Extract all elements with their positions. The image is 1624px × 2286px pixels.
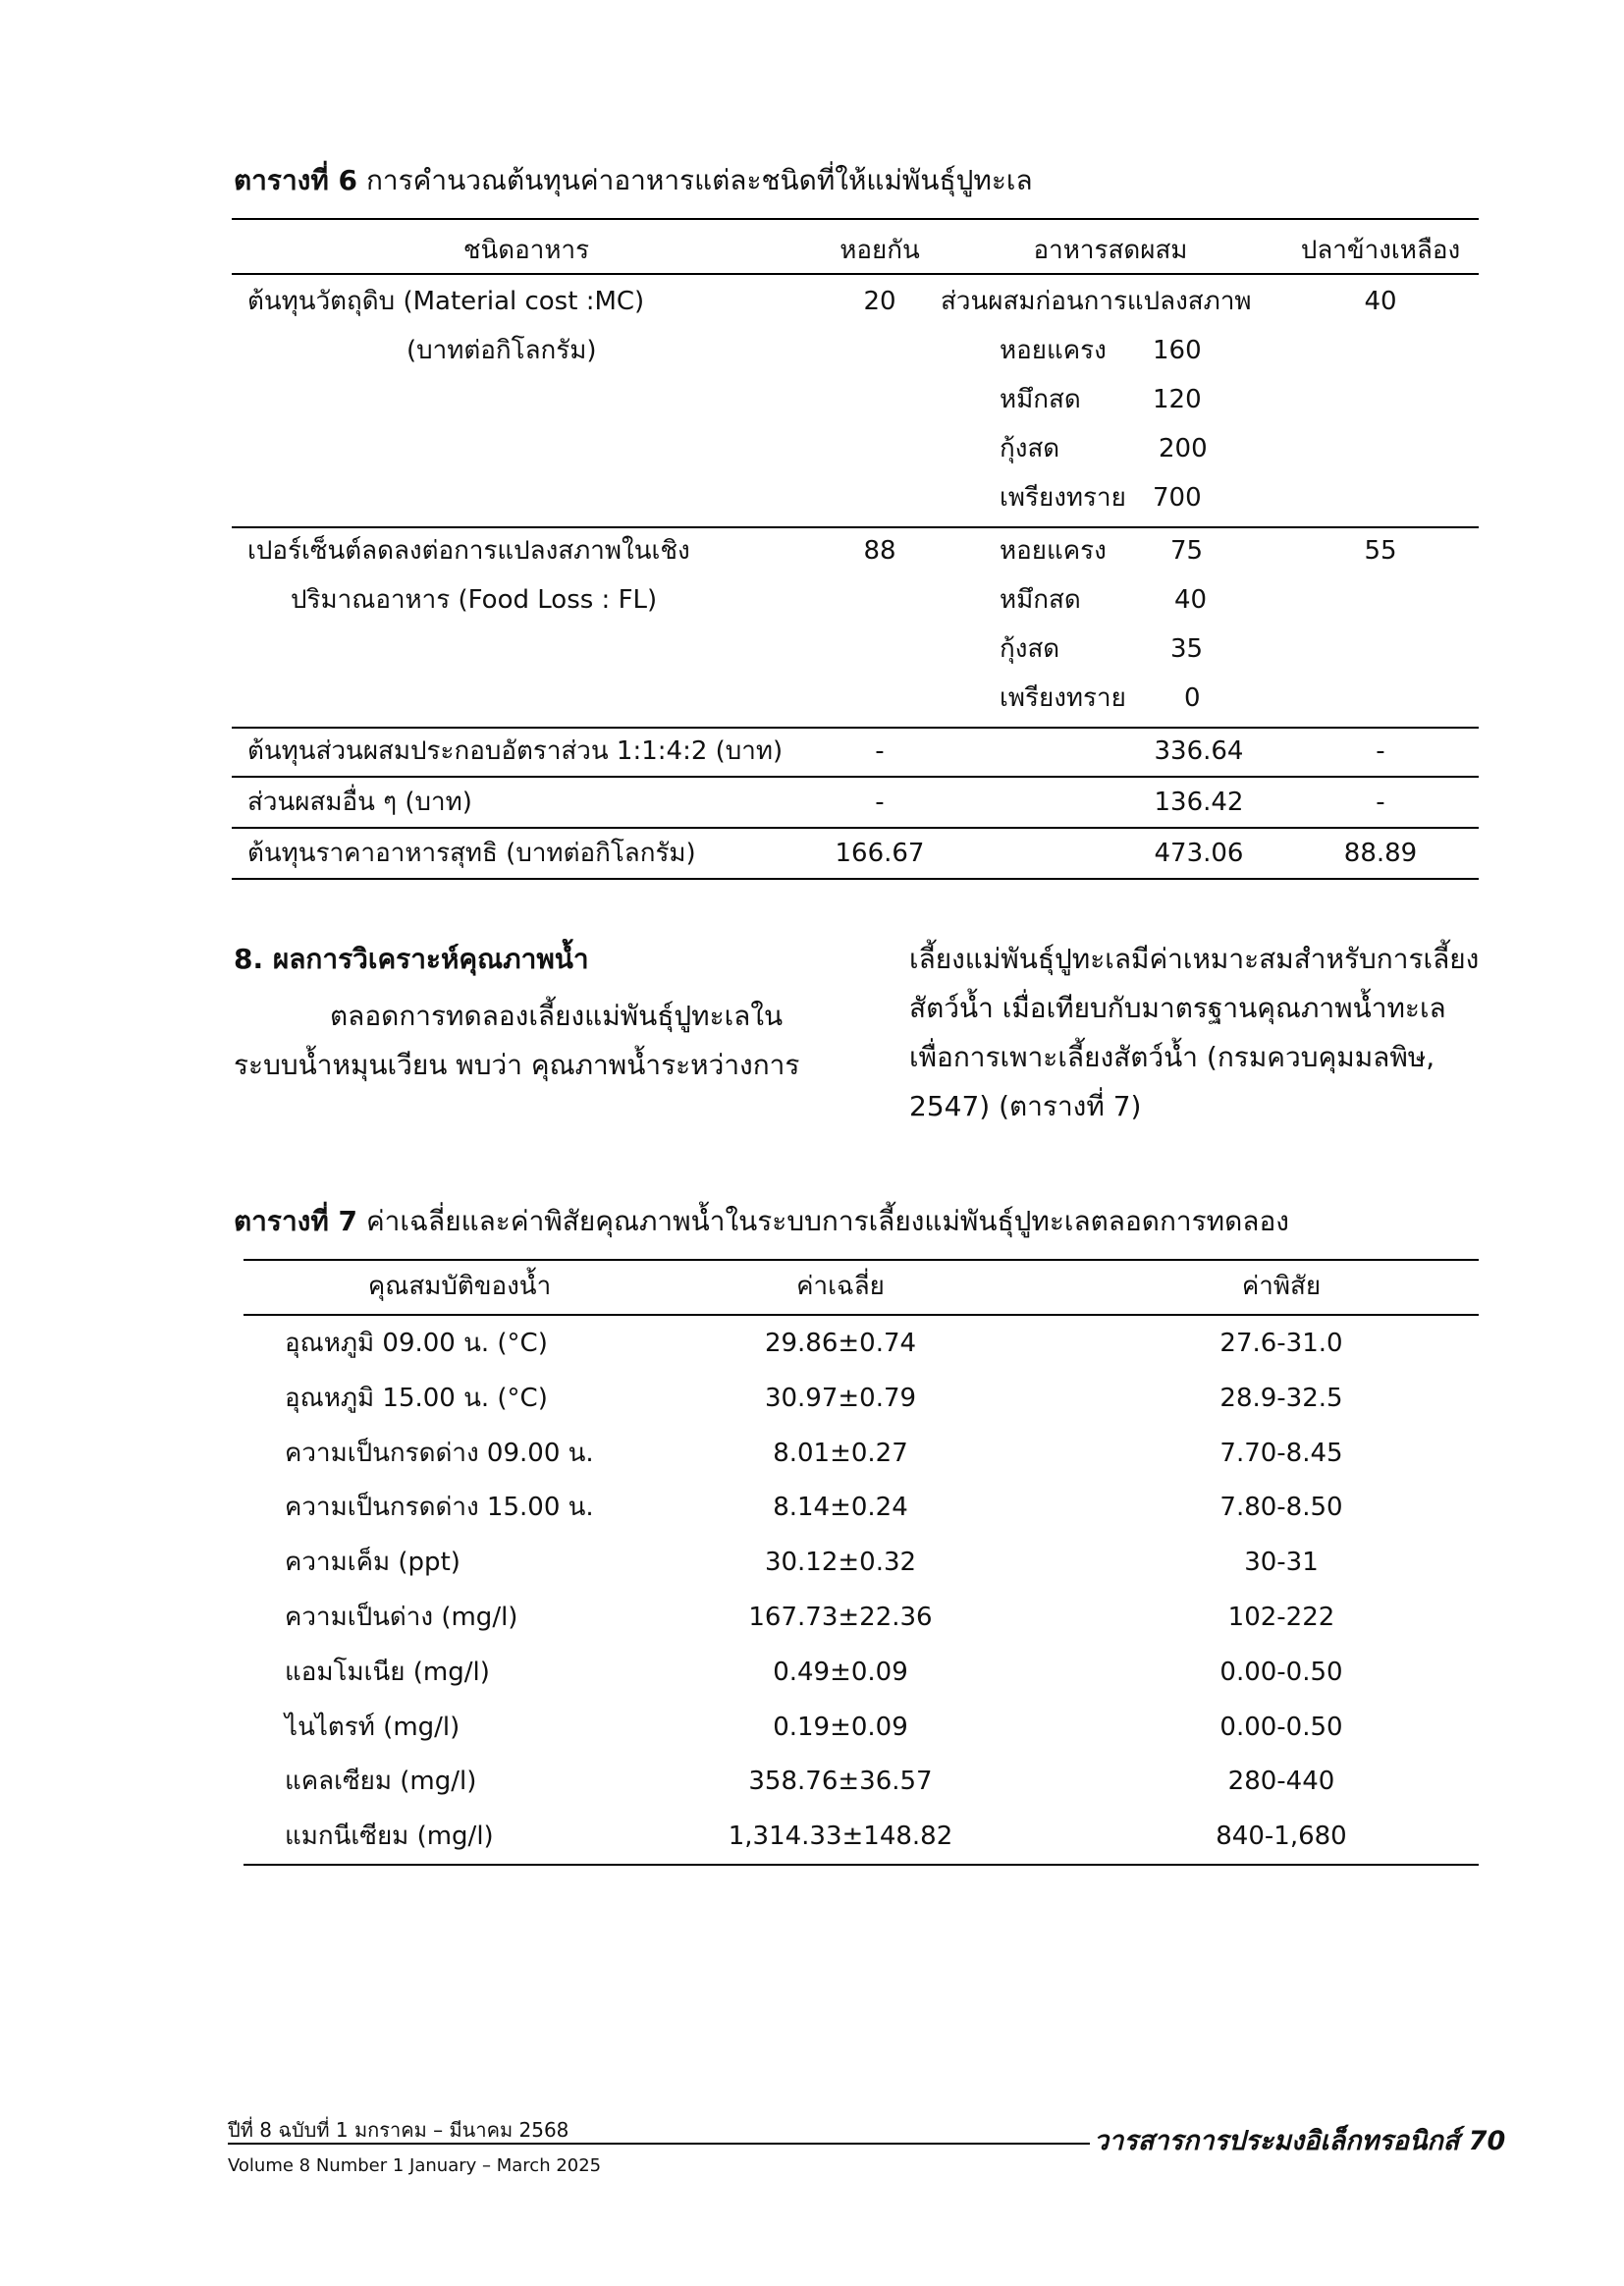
table6-row-pla: 88.89 — [1343, 839, 1418, 868]
table7-cell-mean: 29.86±0.74 — [764, 1329, 917, 1358]
table7-cell-prop: แอมโมเนีย (mg/l) — [285, 1657, 490, 1687]
table7-cell-prop: แคลเซียม (mg/l) — [285, 1767, 477, 1797]
table7-cell-mean: 167.73±22.36 — [748, 1603, 933, 1632]
table6-bottom-rule — [232, 878, 1479, 880]
table7-cell-prop: ความเป็นกรดด่าง 15.00 น. — [285, 1493, 594, 1523]
table6-header-mixed: อาหารสดผสม — [1033, 236, 1188, 265]
table7-cell-prop: อุณหภูมิ 09.00 น. (°C) — [285, 1329, 548, 1358]
table6-fl-item-value: 35 — [1170, 634, 1204, 664]
table7-cell-mean: 8.14±0.24 — [773, 1493, 908, 1523]
table6-row-label: ต้นทุนราคาอาหารสุทธิ (บาทต่อกิโลกรัม) — [247, 839, 696, 868]
table7-cell-mean: 0.49±0.09 — [773, 1657, 908, 1687]
table7-header-range: ค่าพิสัย — [1241, 1272, 1322, 1301]
table6-fl-pla: 55 — [1364, 536, 1397, 566]
footer-english-issue: Volume 8 Number 1 January – March 2025 — [228, 2155, 602, 2176]
table7-header-mean: ค่าเฉลี่ย — [796, 1272, 885, 1301]
table7-caption-text: ค่าเฉลี่ยและค่าพิสัยคุณภาพน้ำในระบบการเลี้ยงแม่พันธุ์ปูทะเลตลอดการทดลอง — [365, 1205, 1289, 1237]
section8-left-line: ระบบน้ำหมุนเวียน พบว่า คุณภาพน้ำระหว่างการ — [234, 1049, 800, 1081]
table7-cell-range: 102-222 — [1227, 1603, 1335, 1632]
table7-cell-mean: 30.97±0.79 — [764, 1383, 917, 1413]
table7-cell-range: 28.9-32.5 — [1219, 1383, 1343, 1413]
table6-header-rule — [232, 273, 1479, 275]
table6-mc-item-value: 160 — [1153, 336, 1202, 365]
table6-mc-item-value: 120 — [1153, 385, 1202, 414]
section8-right-line: เพื่อการเพาะเลี้ยงสัตว์น้ำ (กรมควบคุมมลพิษ, — [909, 1041, 1435, 1073]
table6-row-mixed: 336.64 — [1154, 736, 1244, 766]
footer-rule — [228, 2143, 1090, 2145]
table7-cell-range: 7.70-8.45 — [1219, 1438, 1343, 1468]
table7-cell-range: 0.00-0.50 — [1219, 1657, 1343, 1687]
section8-right-line: เลี้ยงแม่พันธุ์ปูทะเลมีค่าเหมาะสมสำหรับการเลี้ยง — [909, 943, 1480, 975]
footer-journal-block — [1094, 2119, 1505, 2161]
table6-row-label: ส่วนผสมอื่น ๆ (บาท) — [247, 788, 472, 817]
table6-header-pla: ปลาข้างเหลือง — [1300, 236, 1461, 265]
table6-row-label: ต้นทุนส่วนผสมประกอบอัตราส่วน 1:1:4:2 (บาท) — [247, 736, 784, 766]
table6-header-hoykan: หอยกัน — [839, 236, 920, 265]
section8-right-line: 2547) (ตารางที่ 7) — [909, 1090, 1142, 1122]
table6-fl-hoykan: 88 — [863, 536, 896, 566]
table7-caption — [234, 1204, 1289, 1239]
footer-page-number: 70 — [1468, 2126, 1506, 2156]
table6-fl-item-name: หมึกสด — [1000, 585, 1081, 615]
table7-cell-mean: 358.76±36.57 — [748, 1767, 933, 1797]
table7-cell-range: 30-31 — [1244, 1548, 1319, 1578]
table6-row-mixed: 473.06 — [1154, 839, 1244, 868]
table6-mc-label: ต้นทุนวัตถุดิบ (Material cost :MC) — [247, 287, 645, 316]
table7-cell-prop: ความเค็ม (ppt) — [285, 1548, 460, 1578]
table6-caption-text: การคำนวณต้นทุนค่าอาหารแต่ละชนิดที่ให้แม่พันธุ์ปูทะเล — [365, 164, 1033, 196]
table7-cell-range: 840-1,680 — [1216, 1822, 1347, 1852]
section8-right-line: สัตว์น้ำ เมื่อเทียบกับมาตรฐานคุณภาพน้ำทะเล — [909, 992, 1446, 1024]
footer-thai-issue: ปีที่ 8 ฉบับที่ 1 มกราคม – มีนาคม 2568 — [228, 2118, 569, 2142]
table7-caption-label: ตารางที่ 7 — [234, 1205, 358, 1237]
table6-top-rule — [232, 218, 1479, 220]
table7-cell-prop: ไนไตรท์ (mg/l) — [285, 1712, 460, 1742]
table6-mc-item-name: กุ้งสด — [1000, 434, 1060, 463]
table6-mc-mixed-title: ส่วนผสมก่อนการแปลงสภาพ — [941, 287, 1252, 316]
table6-mc-unit: (บาทต่อกิโลกรัม) — [406, 336, 597, 365]
table6-row-pla: - — [1376, 736, 1385, 766]
table7-bottom-rule — [244, 1864, 1479, 1866]
table6-fl-item-value: 40 — [1174, 585, 1208, 615]
table7-cell-range: 27.6-31.0 — [1219, 1329, 1343, 1358]
table6-mc-item-value: 700 — [1153, 483, 1202, 513]
table6-mc-item-name: หมึกสด — [1000, 385, 1081, 414]
table6-mc-pla: 40 — [1364, 287, 1397, 316]
footer-journal-name: วารสารการประมงอิเล็กทรอนิกส์ — [1094, 2126, 1460, 2156]
table7-cell-range: 280-440 — [1227, 1767, 1335, 1797]
table7-cell-mean: 0.19±0.09 — [773, 1712, 908, 1742]
table7-cell-range: 0.00-0.50 — [1219, 1712, 1343, 1742]
table7-cell-mean: 30.12±0.32 — [764, 1548, 917, 1578]
table6-caption — [234, 163, 1033, 198]
table7-header-prop: คุณสมบัติของน้ำ — [367, 1272, 552, 1301]
table6-row-hoykan: 166.67 — [835, 839, 925, 868]
table6-fl-label2: ปริมาณอาหาร (Food Loss : FL) — [291, 585, 658, 615]
section8-left-line: ตลอดการทดลองเลี้ยงแม่พันธุ์ปูทะเลใน — [330, 1000, 784, 1032]
table6-row-hoykan: - — [875, 736, 885, 766]
table6-fl-label: เปอร์เซ็นต์ลดลงต่อการแปลงสภาพในเชิง — [247, 536, 690, 566]
table6-fl-item-name: หอยแครง — [1000, 536, 1107, 566]
table6-mc-hoykan: 20 — [863, 287, 896, 316]
table6-row-pla: - — [1376, 788, 1385, 817]
table6-fl-item-name: เพรียงทราย — [1000, 683, 1126, 713]
table6-row-hoykan: - — [875, 788, 885, 817]
table6-fl-item-name: กุ้งสด — [1000, 634, 1060, 664]
table6-header-food: ชนิดอาหาร — [462, 236, 590, 265]
table7-cell-prop: แมกนีเซียม (mg/l) — [285, 1822, 494, 1852]
table7-cell-mean: 8.01±0.27 — [773, 1438, 908, 1468]
table7-cell-prop: ความเป็นกรดด่าง 09.00 น. — [285, 1438, 594, 1468]
table6-mc-item-name: หอยแครง — [1000, 336, 1107, 365]
table6-mc-item-value: 200 — [1159, 434, 1208, 463]
table7-cell-prop: อุณหภูมิ 15.00 น. (°C) — [285, 1383, 548, 1413]
table6-mc-item-name: เพรียงทราย — [1000, 483, 1126, 513]
table6-fl-item-value: 0 — [1184, 683, 1201, 713]
table7-cell-prop: ความเป็นด่าง (mg/l) — [285, 1603, 518, 1632]
table6-caption-label: ตารางที่ 6 — [234, 164, 358, 196]
table6-row-mixed: 136.42 — [1154, 788, 1244, 817]
table7-cell-mean: 1,314.33±148.82 — [728, 1822, 953, 1852]
table6-fl-item-value: 75 — [1170, 536, 1204, 566]
section8-heading: 8. ผลการวิเคราะห์คุณภาพน้ำ — [234, 943, 589, 975]
table7-cell-range: 7.80-8.50 — [1219, 1493, 1343, 1523]
